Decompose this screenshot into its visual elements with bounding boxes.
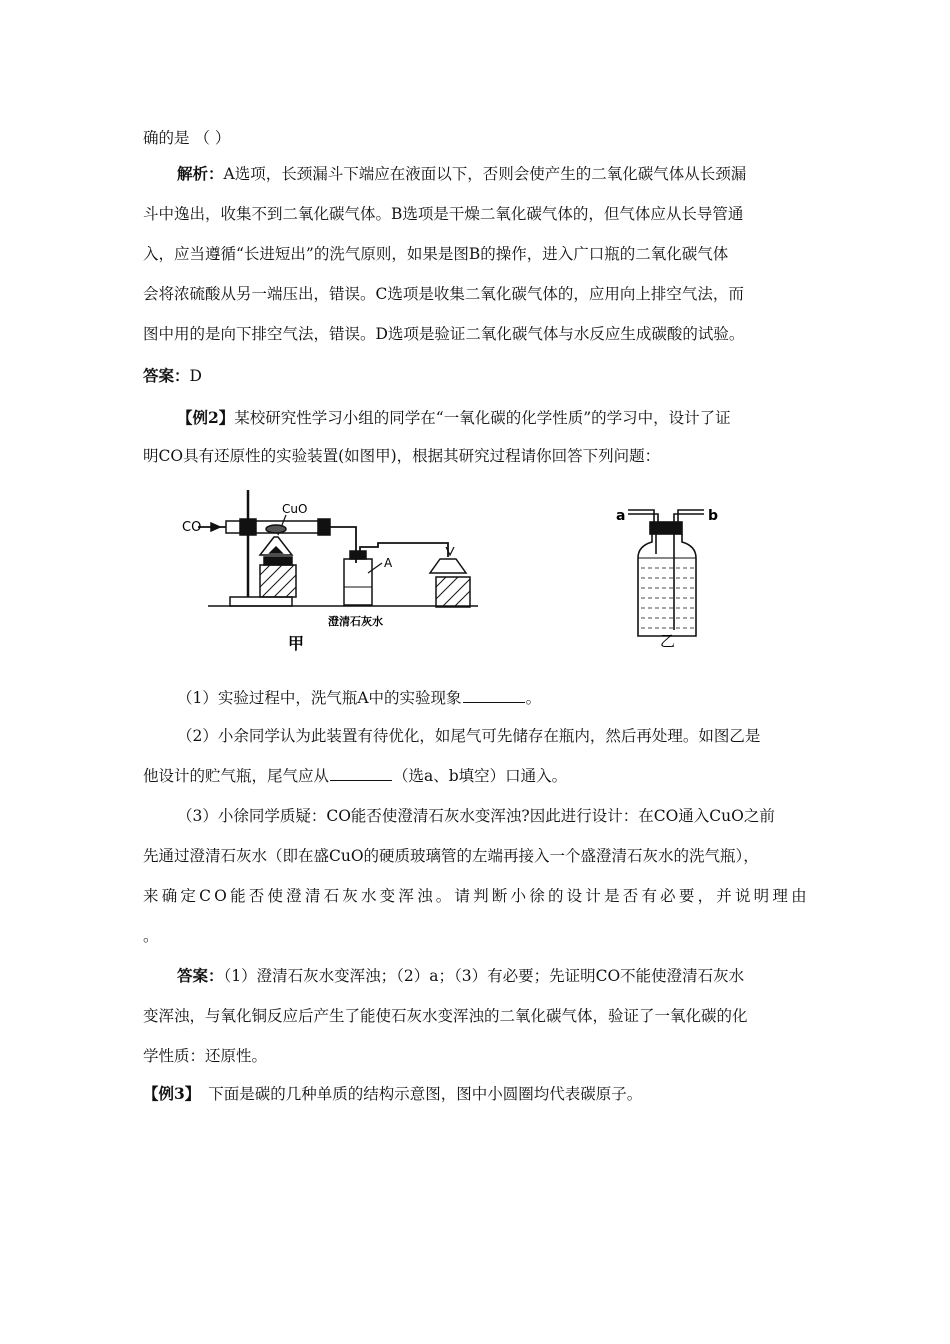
apparatus-figure-jia	[178, 485, 478, 655]
line-continued-question: 确的是 （ ）	[143, 129, 231, 147]
question-3-line-3: 来确定CO能否使澄清石灰水变浑浊。请判断小徐的设计是否有必要，并说明理由	[143, 887, 810, 905]
cuo-powder	[266, 525, 286, 533]
question-3-line-1: （3）小徐同学质疑：CO能否使澄清石灰水变浑浊?因此进行设计：在CO通入CuO之前	[177, 807, 775, 825]
exhaust-tube	[360, 543, 448, 557]
cuo-label: CuO	[282, 502, 308, 516]
question-2-line-2: 他设计的贮气瓶，尾气应从 （选a、b填空）口通入。	[143, 767, 568, 785]
analysis-line-5: 图中用的是向下排空气法，错误。D选项是验证二氧化碳气体与水反应生成碳酸的试验。	[143, 325, 745, 343]
stand-base	[230, 597, 292, 606]
a-label: A	[384, 556, 393, 570]
analysis-line-1: 解析：A选项，长颈漏斗下端应在液面以下，否则会使产生的二氧化碳气体从长颈漏	[177, 164, 747, 183]
example-2-label: 【例2】	[177, 408, 235, 427]
question-1: （1）实验过程中，洗气瓶A中的实验现象 。	[177, 689, 542, 707]
washing-bottle-a	[344, 559, 372, 605]
gas-bottle-figure-yi	[608, 500, 738, 650]
flame	[270, 547, 282, 553]
figure-jia-caption: 甲	[288, 634, 305, 653]
figure-yi-caption: 乙	[660, 632, 676, 650]
analysis-line-3: 入，应当遵循“长进短出”的洗气原则，如果是图B的操作，进入广口瓶的二氧化碳气体	[143, 245, 729, 263]
lamp-hatching	[260, 565, 296, 597]
example-2-line-2: 明CO具有还原性的实验装置(如图甲)，根据其研究过程请你回答下列问题：	[143, 447, 661, 465]
question-2-line-1: （2）小余同学认为此装置有待优化，如尾气可先储存在瓶内，然后再处理。如图乙是	[177, 727, 761, 745]
bottle-stopper	[650, 522, 682, 534]
answer-2-line-1: 答案：（1）澄清石灰水变浑浊；（2）a；（3）有必要；先证明CO不能使澄清石灰水	[177, 966, 745, 985]
inlet-tube-a	[628, 510, 654, 522]
a-label: a	[616, 508, 626, 524]
answer-blank-1[interactable]	[463, 688, 525, 703]
analysis-line-4: 会将浓硫酸从另一端压出，错误。C选项是收集二氧化碳气体的，应用向上排空气法，而	[143, 285, 744, 303]
answer-label: 答案：	[143, 366, 190, 385]
answer-1	[143, 366, 202, 386]
answer-value: D	[189, 367, 202, 385]
liquid-texture	[641, 568, 694, 628]
example-2-line-1: 【例2】某校研究性学习小组的同学在“一氧化碳的化学性质”的学习中，设计了证	[177, 408, 731, 427]
co-label: CO	[182, 520, 202, 535]
storage-bottle	[638, 534, 696, 636]
analysis-label: 解析：	[177, 164, 224, 183]
burner-cone	[430, 559, 466, 573]
example-3: 【例3】 下面是碳的几种单质的结构示意图，图中小圆圈均代表碳原子。	[143, 1084, 643, 1103]
limewater-label: 澄清石灰水	[328, 615, 383, 628]
answer-2-label: 答案：	[177, 966, 224, 985]
analysis-line-2: 斗中逸出，收集不到二氧化碳气体。B选项是干燥二氧化碳气体的，但气体应从长导管通	[143, 205, 744, 223]
question-3-line-4: 。	[143, 927, 159, 945]
question-3-line-2: 先通过澄清石灰水（即在盛CuO的硬质玻璃管的左端再接入一个盛澄清石灰水的洗气瓶），	[143, 847, 759, 865]
burner-hatching	[436, 577, 470, 607]
outlet-tube-b	[678, 510, 704, 522]
answer-2-line-3: 学性质：还原性。	[143, 1047, 268, 1065]
clamp	[240, 519, 256, 535]
co-arrow-icon	[211, 523, 220, 531]
example-3-label: 【例3】	[143, 1084, 201, 1103]
a-pointer	[368, 563, 382, 573]
bottle-stopper	[350, 551, 366, 559]
b-label: b	[708, 508, 719, 524]
lamp-neck	[264, 557, 292, 565]
answer-blank-2[interactable]	[330, 766, 392, 781]
answer-2-line-2: 变浑浊，与氧化铜反应后产生了能使石灰水变浑浊的二氧化碳气体，验证了一氧化碳的化	[143, 1007, 748, 1025]
